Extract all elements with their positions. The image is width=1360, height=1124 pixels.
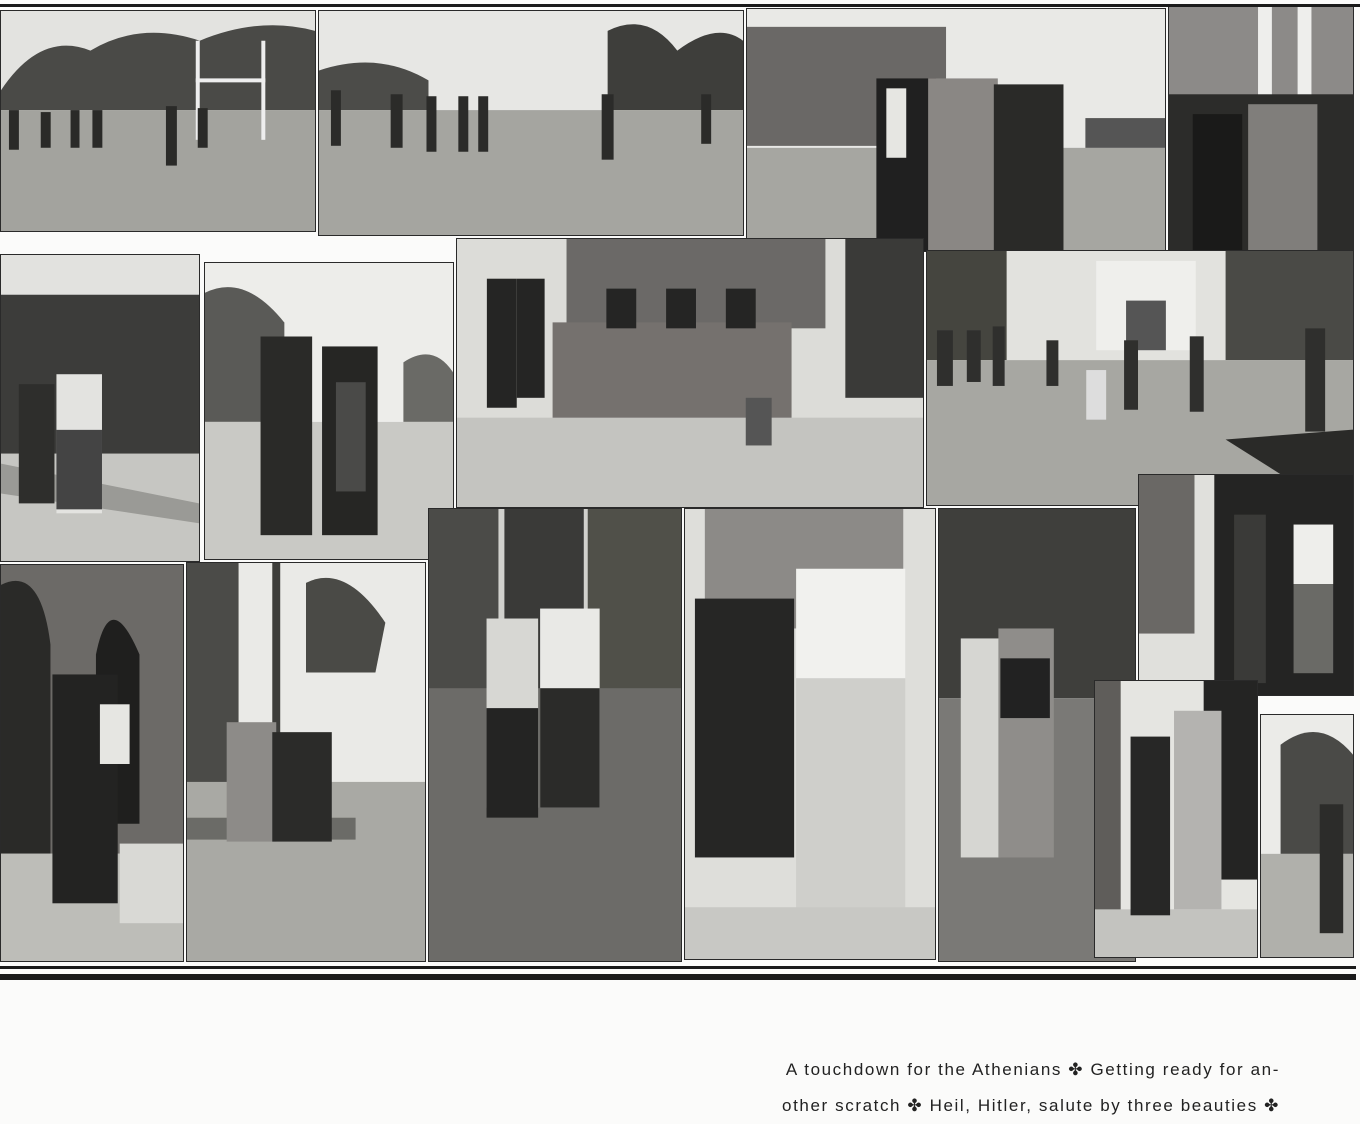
photo-tree-path bbox=[1260, 714, 1354, 958]
photo-couple-at-doorway bbox=[1138, 474, 1354, 696]
page-caption bbox=[640, 1052, 1280, 1124]
photo-football-practice bbox=[318, 10, 744, 236]
photo-campus-yard-students bbox=[926, 250, 1354, 506]
photo-football-field-goalposts bbox=[0, 10, 316, 232]
bottom-rule-thin bbox=[0, 966, 1356, 969]
photo-couple-on-bench bbox=[186, 562, 426, 962]
caption-line-2: other scratch ✤ Heil, Hitler, salute by three beauties ✤ bbox=[782, 1096, 1280, 1115]
photo-students-by-brick-wall bbox=[456, 238, 924, 508]
top-rule bbox=[0, 4, 1360, 7]
photo-couple-walking-road bbox=[204, 262, 454, 560]
bottom-rule-thick bbox=[0, 974, 1356, 980]
photo-handshake-at-arch bbox=[0, 564, 184, 962]
caption-line-1: A touchdown for the Athenians ✤ Getting ready for an- bbox=[785, 1060, 1280, 1079]
photo-couple-on-wall bbox=[0, 254, 200, 562]
photo-couple-by-pillar bbox=[1094, 680, 1258, 958]
photo-couple-by-window bbox=[684, 508, 936, 960]
photo-couple-by-car bbox=[1168, 4, 1354, 256]
photo-couple-by-tree bbox=[428, 508, 682, 962]
photo-three-girls-saluting bbox=[746, 8, 1166, 252]
